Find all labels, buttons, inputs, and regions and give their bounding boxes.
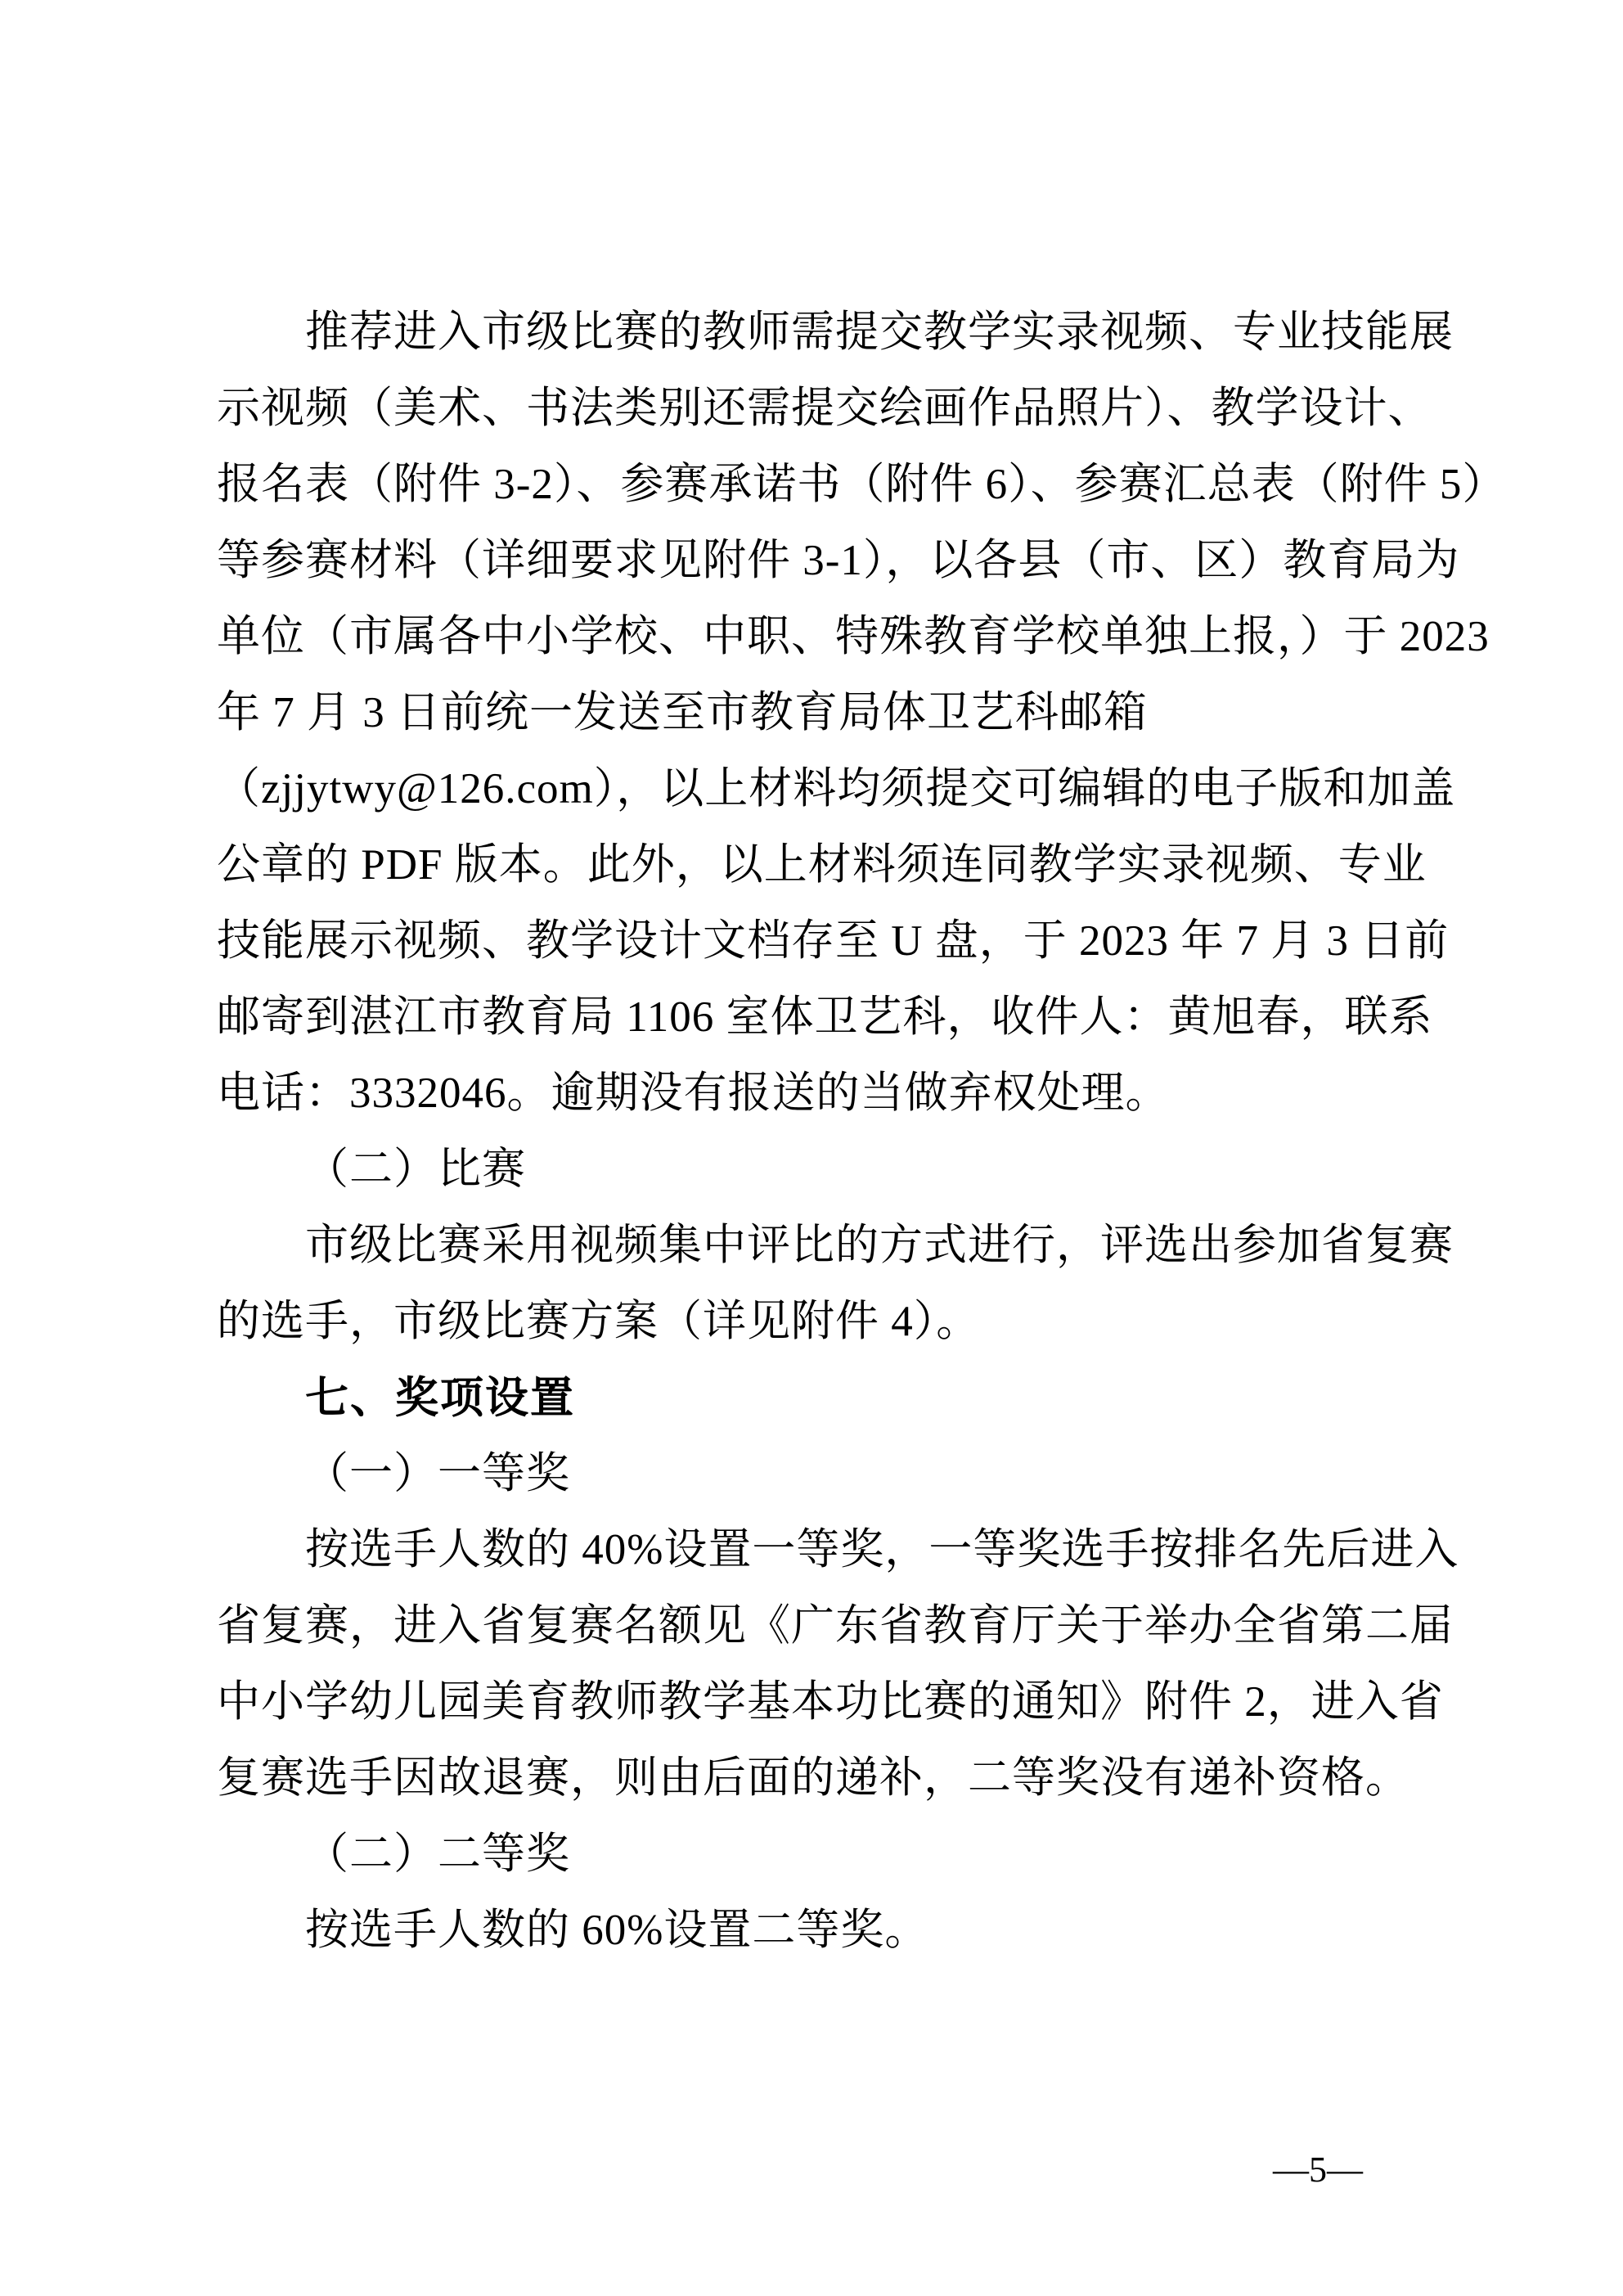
page-number: —5— — [1273, 2150, 1363, 2190]
para-competition-line-1: 市级比赛采用视频集中评比的方式进行，评选出参加省复赛 — [305, 1222, 1454, 1269]
para-submission-line-1: 推荐进入市级比赛的教师需提交教学实录视频、专业技能展 — [305, 308, 1454, 356]
para-submission-line-2: 示视频（美术、书法类别还需提交绘画作品照片）、教学设计、 — [217, 385, 1432, 432]
heading-competition: （二）比赛 — [305, 1146, 526, 1193]
heading-awards: 七、奖项设置 — [305, 1373, 575, 1423]
para-competition-line-2: 的选手，市级比赛方案（详见附件 4）。 — [217, 1298, 981, 1345]
para-submission-line-11: 电话：3332046。逾期没有报送的当做弃权处理。 — [217, 1069, 1170, 1117]
para-first-prize-line-1: 按选手人数的 40%设置一等奖，一等奖选手按排名先后进入 — [305, 1526, 1459, 1573]
para-submission-line-8: 公章的 PDF 版本。此外，以上材料须连同教学实录视频、专业 — [217, 841, 1427, 889]
para-submission-line-3: 报名表（附件 3-2）、参赛承诺书（附件 6）、参赛汇总表（附件 5） — [217, 461, 1507, 508]
para-first-prize-line-2: 省复赛，进入省复赛名额见《广东省教育厅关于举办全省第二届 — [217, 1602, 1454, 1650]
para-submission-line-5: 单位（市属各中小学校、中职、特殊教育学校单独上报，）于 2023 — [217, 613, 1490, 660]
para-first-prize-line-3: 中小学幼儿园美育教师教学基本功比赛的通知》附件 2，进入省 — [217, 1678, 1444, 1726]
heading-first-prize: （一）一等奖 — [305, 1450, 570, 1497]
para-second-prize-line-1: 按选手人数的 60%设置二等奖。 — [305, 1907, 929, 1954]
heading-second-prize: （二）二等奖 — [305, 1830, 570, 1878]
para-submission-line-7: （zjjytwy@126.com），以上材料均须提交可编辑的电子版和加盖 — [217, 765, 1456, 813]
para-submission-line-4: 等参赛材料（详细要求见附件 3-1），以各县（市、区）教育局为 — [217, 537, 1460, 584]
document-body — [217, 295, 1507, 1969]
para-submission-line-9: 技能展示视频、教学设计文档存至 U 盘，于 2023 年 7 月 3 日前 — [217, 917, 1450, 965]
para-submission-line-10: 邮寄到湛江市教育局 1106 室体卫艺科，收件人：黄旭春，联系 — [217, 993, 1433, 1041]
para-submission-line-6: 年 7 月 3 日前统一发送至市教育局体卫艺科邮箱 — [217, 689, 1148, 736]
para-first-prize-line-4: 复赛选手因故退赛，则由后面的递补，二等奖没有递补资格。 — [217, 1754, 1409, 1802]
